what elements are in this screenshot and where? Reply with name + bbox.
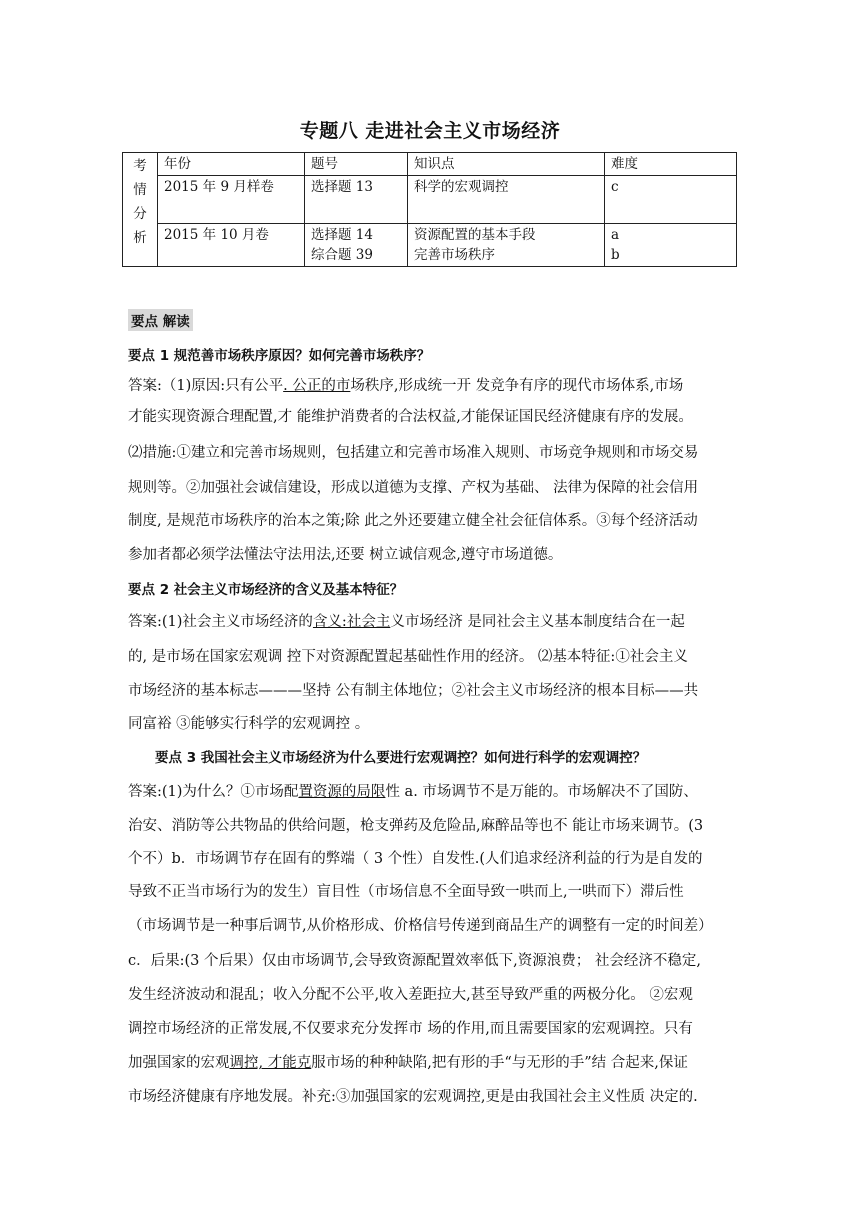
cell-line: 选择题 14 xyxy=(311,227,373,243)
cell-level: c xyxy=(605,176,737,224)
cell-line: b xyxy=(611,247,620,263)
underlined-text: . 公正的市 xyxy=(283,378,351,394)
cell-line: 完善市场秩序 xyxy=(414,247,495,263)
side-label-char: 情 xyxy=(133,182,147,198)
paragraph-line: 调控市场经济的正常发展,不仅要求充分发挥市 场的作用,而且需要国家的宏观调控。只有 xyxy=(128,1021,693,1037)
side-label-char: 析 xyxy=(133,230,147,246)
column-header-point: 知识点 xyxy=(408,153,605,176)
section-tag: 要点 解读 xyxy=(128,309,193,331)
cell-line: a xyxy=(611,227,620,243)
paragraph-line: 市场经济的基本标志———坚持 公有制主体地位；②社会主义市场经济的根本目标——共 xyxy=(128,683,699,699)
cell-line: 资源配置的基本手段 xyxy=(414,227,536,243)
table-row xyxy=(123,224,737,267)
paragraph-line: 的, 是市场在国家宏观调 控下对资源配置起基础性作用的经济。 ⑵基本特征:①社会主义 xyxy=(128,649,688,665)
text-run: 答案:（1)原因:只有公平 xyxy=(128,378,284,394)
paragraph-line: ⑵措施:①建立和完善市场规则，包括建立和完善市场准入规则、市场竞争规则和市场交易 xyxy=(128,445,699,461)
text-run: 答案:(1)社会主义市场经济的 xyxy=(128,614,313,630)
paragraph-line: 导致不正当市场行为的发生）盲目性（市场信息不全面导致一哄而上,一哄而下）滞后性 xyxy=(128,884,684,900)
cell-point xyxy=(408,224,605,267)
paragraph-line: 发生经济波动和混乱；收入分配不公平,收入差距拉大,甚至导致严重的两极分化。 ②宏观 xyxy=(128,987,693,1003)
table-header-row xyxy=(123,153,737,176)
page-title: 专题八 走进社会主义市场经济 xyxy=(299,120,561,142)
point-2-heading: 要点 2 社会主义市场经济的含义及基本特征？ xyxy=(128,582,404,598)
underlined-text: 置资源的局限 xyxy=(298,784,386,800)
text-run: 答案:(1)为什么？①市场配 xyxy=(128,784,299,800)
point-3-heading: 要点 3 我国社会主义市场经济为什么要进行宏观调控？如何进行科学的宏观调控？ xyxy=(155,750,647,766)
column-header-qno: 题号 xyxy=(305,153,408,176)
paragraph-line: 规则等。②加强社会诚信建设，形成以道德为支撑、产权为基础、 法律为保障的社会信用 xyxy=(128,480,699,496)
paragraph-line: 同富裕 ③能够实行科学的宏观调控 。 xyxy=(128,716,370,732)
cell-year: 2015 年 10 月卷 xyxy=(158,224,305,267)
paragraph-line: 市场经济健康有序地发展。补充:③加强国家的宏观调控,更是由我国社会主义性质 决定的. xyxy=(128,1089,698,1105)
cell-line: 综合题 39 xyxy=(311,247,373,263)
underlined-text: 含义:社会主 xyxy=(312,614,391,630)
paragraph-line xyxy=(128,374,683,395)
paragraph-line: 参加者都必须学法懂法守法用法,还要 树立诚信观念,遵守市场道德。 xyxy=(128,547,563,563)
point-1-heading: 要点 1 规范善市场秩序原因？如何完善市场秩序？ xyxy=(128,348,431,364)
paragraph-line: 治安、消防等公共物品的供给问题，枪支弹药及危险品,麻醉品等也不 能让市场来调节。(3 xyxy=(128,818,704,834)
text-run: 服市场的种种缺陷,把有形的手“与无形的手”结 合起来,保证 xyxy=(311,1055,688,1071)
cell-qno: 选择题 13 xyxy=(305,176,408,224)
paragraph-line: 个不）b．市场调节存在固有的弊端（ 3 个性）自发性.(人们追求经济利益的行为是自发的 xyxy=(128,851,703,867)
paragraph-line xyxy=(128,780,698,801)
text-run: 场秩序,形成统一开 发竞争有序的现代市场体系,市场 xyxy=(350,378,684,394)
text-run: 性 a. 市场调节不是万能的。市场解决不了国防、 xyxy=(385,784,698,800)
cell-level xyxy=(605,224,737,267)
cell-year: 2015 年 9 月样卷 xyxy=(158,176,305,224)
exam-analysis-table xyxy=(122,152,737,267)
text-run: 义市场经济 是同社会主义基本制度结合在一起 xyxy=(390,614,685,630)
side-label-char: 分 xyxy=(133,206,147,222)
side-label-char: 考 xyxy=(133,158,147,174)
underlined-text: 调控, 才能克 xyxy=(229,1055,312,1071)
paragraph-line: 制度, 是规范市场秩序的治本之策;除 此之外还要建立健全社会征信体系。③每个经济活动 xyxy=(128,513,698,529)
paragraph-line: c．后果:(3 个后果）仅由市场调节,会导致资源配置效率低下,资源浪费； 社会经济不稳定, xyxy=(128,953,701,969)
paragraph-line xyxy=(128,1051,688,1072)
cell-point: 科学的宏观调控 xyxy=(408,176,605,224)
table-row xyxy=(123,176,737,224)
paragraph-line xyxy=(128,610,685,631)
paragraph-line: （市场调节是一种事后调节,从价格形成、价格信号传递到商品生产的调整有一定的时间差） xyxy=(128,918,713,934)
side-label-cell xyxy=(123,153,158,267)
text-run: 加强国家的宏观 xyxy=(128,1055,230,1071)
paragraph-line: 才能实现资源合理配置,才 能维护消费者的合法权益,才能保证国民经济健康有序的发展。 xyxy=(128,409,693,425)
cell-qno xyxy=(305,224,408,267)
column-header-level: 难度 xyxy=(605,153,737,176)
column-header-year: 年份 xyxy=(158,153,305,176)
